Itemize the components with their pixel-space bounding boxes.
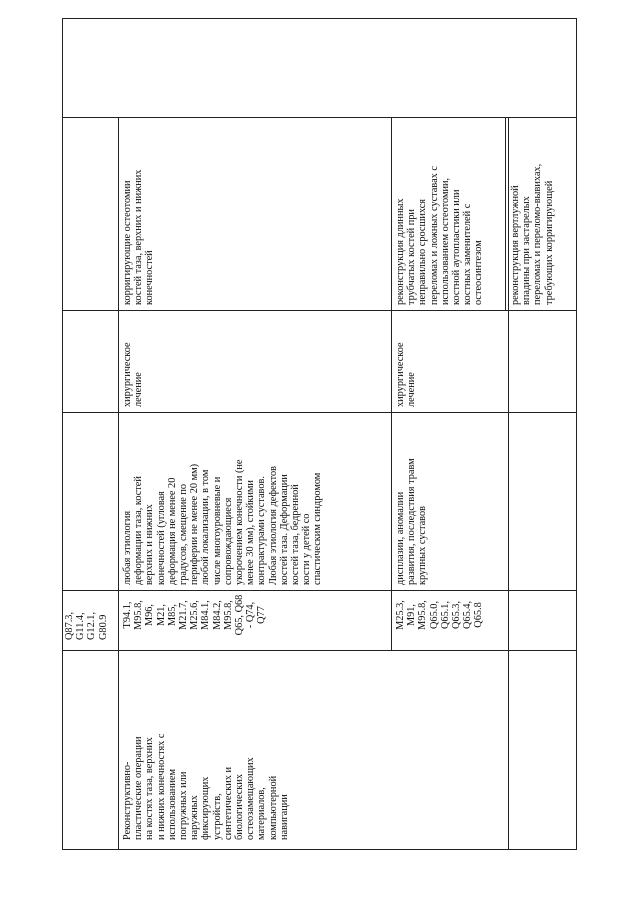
rule-method-split [505,117,506,310]
row1-codes-a: Q87.3, G11.4, G12.1, G80.9 [64,611,109,640]
row1-treatment-type: хирургическое лечение [122,342,145,407]
row1-diagnosis: любая этиология деформации таза, костей верхних и нижних конечностей (угловая деформация не менее 20 градусов, смещение по периферии не менее 20 мм) любой локализации, в том числе многоуровневые и сопровождающиеся укорочением конечности (не менее 30 мм), стойкими контрактурами суставов. Любая этиология дефектов костей таза. Деформации костей таза, бедренной кости у детей со спастическим синдромом [122,459,324,585]
row2-treatment-type: хирургическое лечение [395,342,418,407]
rule-procedure-left [118,117,119,850]
procedure-name: Реконструктивно- пластические операции на костях таза, верхних и нижних конечностях с использованием погружных или наружных фиксирующих устройств, синтетических и биологических остеозамещающих материалов, компьютерной навигации [122,733,290,840]
row2-method-a: реконструкция длинных трубчатых костей при неправильно сросшихся переломах и ложных суставах с использованием остеотомии, костной аутопластики или костных заменителей с остеосинтезом [395,166,485,305]
row2-diagnosis: дисплазии, аномалии развития, последствия травм крупных суставов [395,458,429,585]
rule-method [62,310,577,311]
row1-method: корригирующие остеотомии костей таза, верхних и нижних конечностей [122,169,156,305]
row2-method-b: реконструкция вертлужной впадины при застарелых переломах и переломо-вывихах, требующих корригирующей [510,163,555,305]
rule-row-divider [391,117,392,650]
row1-codes-b: T94.1, M95.8, M96, M21, M85, M21.7, M25.6, M84.1, M84.2, M95.8, Q65, Q68 - Q74, Q77 [122,594,268,636]
row2-codes: M25.3, M91, M95.8, Q65.0, Q65.1, Q65.3, Q65.4, Q65.8 [395,600,485,630]
rule-row-end [508,117,509,850]
